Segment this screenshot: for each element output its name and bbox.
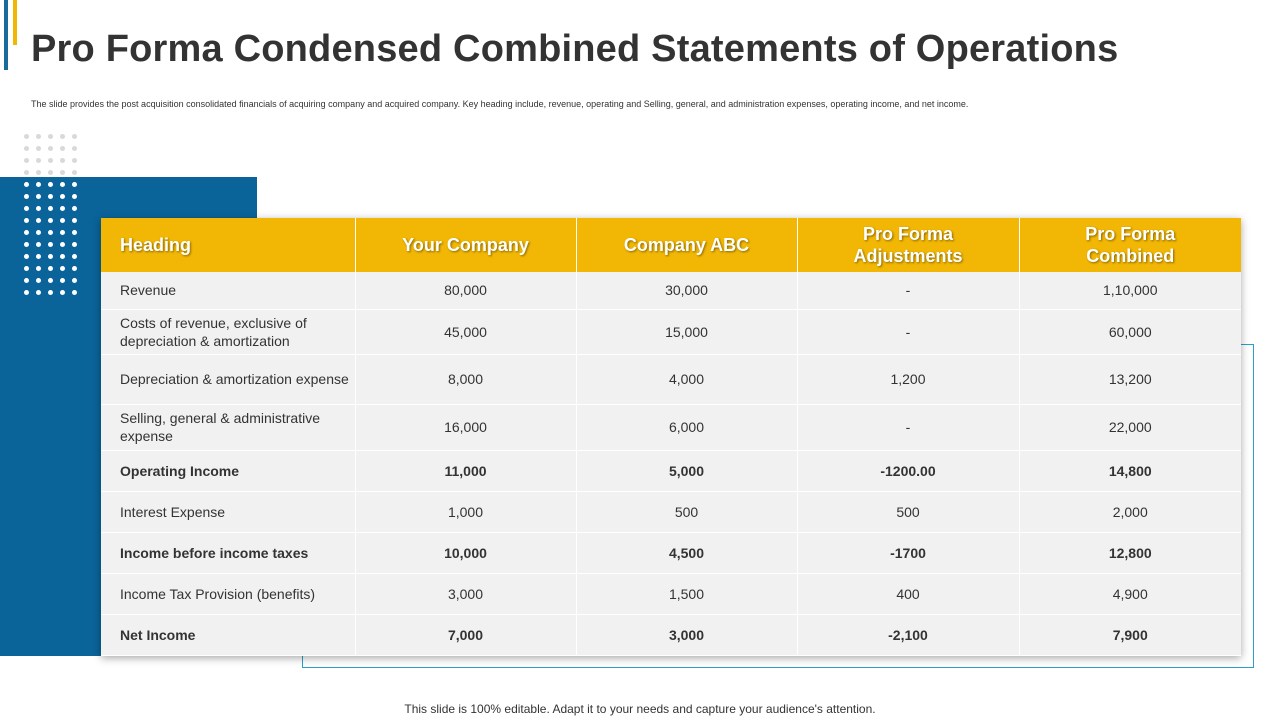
decorative-dot [72, 170, 77, 175]
decorative-dot [24, 134, 29, 139]
page-title: Pro Forma Condensed Combined Statements of Operations [31, 28, 1119, 70]
decorative-dot [24, 158, 29, 163]
value-cell: - [797, 404, 1019, 450]
decorative-dot [36, 134, 41, 139]
decorative-dot [60, 278, 65, 283]
decorative-dot [72, 242, 77, 247]
decorative-dot [36, 170, 41, 175]
value-cell: 400 [797, 573, 1019, 614]
value-cell: 1,200 [797, 354, 1019, 404]
decorative-dot [48, 242, 53, 247]
value-cell: 12,800 [1019, 532, 1241, 573]
decorative-dot [36, 290, 41, 295]
decorative-dot [48, 278, 53, 283]
value-cell: 15,000 [576, 309, 797, 354]
decorative-dot [60, 290, 65, 295]
decorative-dot [36, 266, 41, 271]
accent-bar-blue [4, 0, 8, 70]
decorative-dot [48, 254, 53, 259]
header-pro-forma-combined-label: Pro Forma Combined [1085, 224, 1176, 266]
decorative-dot [72, 278, 77, 283]
decorative-dot [24, 146, 29, 151]
value-cell: 14,800 [1019, 450, 1241, 491]
decorative-dot [24, 182, 29, 187]
decorative-dot [72, 182, 77, 187]
table-row [101, 614, 1241, 655]
row-label-cell: Revenue [101, 272, 355, 309]
decorative-dot [48, 290, 53, 295]
decorative-dot [72, 290, 77, 295]
row-label-cell: Selling, general & administrative expense [101, 404, 355, 450]
value-cell: 4,000 [576, 354, 797, 404]
decorative-dot [24, 278, 29, 283]
value-cell: 3,000 [576, 614, 797, 655]
decorative-dot [36, 194, 41, 199]
value-cell: - [797, 309, 1019, 354]
decorative-dot [72, 230, 77, 235]
header-pro-forma-adjustments-label: Pro Forma Adjustments [853, 224, 963, 266]
decorative-dot [48, 194, 53, 199]
value-cell: 22,000 [1019, 404, 1241, 450]
value-cell: 500 [797, 491, 1019, 532]
decorative-dot [48, 230, 53, 235]
decorative-dot [48, 266, 53, 271]
value-cell: 1,10,000 [1019, 272, 1241, 309]
value-cell: 3,000 [355, 573, 576, 614]
decorative-dot [36, 278, 41, 283]
financials-table [101, 218, 1241, 656]
decorative-dot [24, 242, 29, 247]
decorative-dot [72, 266, 77, 271]
decorative-dot [60, 134, 65, 139]
decorative-dot [36, 254, 41, 259]
decorative-dot [36, 206, 41, 211]
table-row [101, 573, 1241, 614]
decorative-dot [48, 170, 53, 175]
value-cell: 80,000 [355, 272, 576, 309]
decorative-dot [36, 218, 41, 223]
decorative-dot [72, 218, 77, 223]
value-cell: 60,000 [1019, 309, 1241, 354]
table-row [101, 272, 1241, 309]
decorative-dot [48, 218, 53, 223]
decorative-dot [48, 146, 53, 151]
value-cell: -2,100 [797, 614, 1019, 655]
decorative-dot [36, 230, 41, 235]
value-cell: 5,000 [576, 450, 797, 491]
table-row [101, 450, 1241, 491]
decorative-dot [48, 206, 53, 211]
footer-note: This slide is 100% editable. Adapt it to your needs and capture your audience's attention. [404, 702, 876, 716]
value-cell: - [797, 272, 1019, 309]
value-cell: 2,000 [1019, 491, 1241, 532]
table-row [101, 491, 1241, 532]
table-row [101, 309, 1241, 354]
decorative-dot [24, 194, 29, 199]
decorative-dot [24, 218, 29, 223]
financials-table-container [101, 218, 1241, 656]
decorative-dot [60, 170, 65, 175]
decorative-dot [72, 146, 77, 151]
decorative-dot [72, 206, 77, 211]
decorative-dot [48, 158, 53, 163]
decorative-dot [24, 230, 29, 235]
header-pro-forma-adjustments [797, 218, 1019, 272]
decorative-dot [48, 134, 53, 139]
page-subtitle: The slide provides the post acquisition consolidated financials of acquiring company and acquired company. Key heading include, revenue, operating and Selling, general, and administration expenses, operating income, and net income. [31, 99, 969, 109]
value-cell: -1700 [797, 532, 1019, 573]
value-cell: 500 [576, 491, 797, 532]
value-cell: -1200.00 [797, 450, 1019, 491]
table-row [101, 404, 1241, 450]
decorative-dot [24, 254, 29, 259]
decorative-dot [48, 182, 53, 187]
row-label-cell: Net Income [101, 614, 355, 655]
decorative-dot [72, 254, 77, 259]
decorative-dot [24, 290, 29, 295]
decorative-dot [60, 182, 65, 187]
decorative-dot [60, 194, 65, 199]
row-label-cell: Income Tax Provision (benefits) [101, 573, 355, 614]
value-cell: 13,200 [1019, 354, 1241, 404]
value-cell: 8,000 [355, 354, 576, 404]
decorative-dot [36, 242, 41, 247]
row-label-cell: Depreciation & amortization expense [101, 354, 355, 404]
table-header-row [101, 218, 1241, 272]
row-label-cell: Interest Expense [101, 491, 355, 532]
decorative-dot [36, 182, 41, 187]
header-your-company: Your Company [355, 218, 576, 272]
value-cell: 45,000 [355, 309, 576, 354]
decorative-dot [60, 218, 65, 223]
row-label-cell: Income before income taxes [101, 532, 355, 573]
value-cell: 30,000 [576, 272, 797, 309]
decorative-dot [24, 206, 29, 211]
table-row [101, 532, 1241, 573]
value-cell: 6,000 [576, 404, 797, 450]
value-cell: 7,000 [355, 614, 576, 655]
header-company-abc: Company ABC [576, 218, 797, 272]
header-heading: Heading [101, 218, 355, 272]
value-cell: 7,900 [1019, 614, 1241, 655]
row-label-cell: Operating Income [101, 450, 355, 491]
decorative-dot [36, 158, 41, 163]
decorative-dot [60, 158, 65, 163]
value-cell: 11,000 [355, 450, 576, 491]
header-pro-forma-combined [1019, 218, 1241, 272]
decorative-dot [60, 230, 65, 235]
decorative-dot [72, 134, 77, 139]
decorative-dot [60, 242, 65, 247]
decorative-dot [60, 146, 65, 151]
value-cell: 16,000 [355, 404, 576, 450]
value-cell: 4,900 [1019, 573, 1241, 614]
value-cell: 1,500 [576, 573, 797, 614]
decorative-dot [72, 158, 77, 163]
value-cell: 10,000 [355, 532, 576, 573]
decorative-dot [60, 206, 65, 211]
table-row [101, 354, 1241, 404]
decorative-dot [24, 170, 29, 175]
decorative-dot [60, 266, 65, 271]
decorative-dot-grid [24, 134, 84, 304]
decorative-dot [72, 194, 77, 199]
decorative-dot [60, 254, 65, 259]
value-cell: 4,500 [576, 532, 797, 573]
value-cell: 1,000 [355, 491, 576, 532]
row-label-cell: Costs of revenue, exclusive of depreciation & amortization [101, 309, 355, 354]
decorative-dot [36, 146, 41, 151]
accent-bar-yellow [13, 0, 17, 45]
decorative-dot [24, 266, 29, 271]
